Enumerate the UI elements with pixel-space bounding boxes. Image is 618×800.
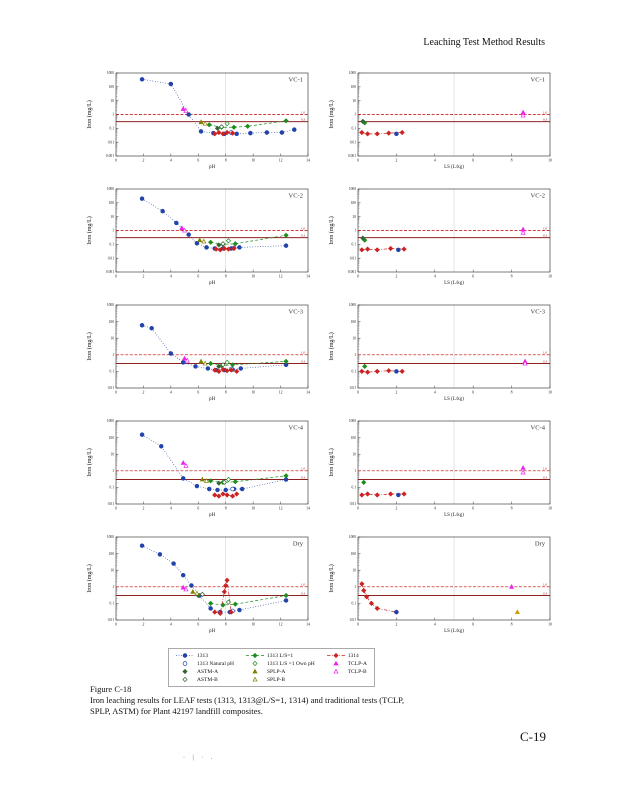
legend-item <box>176 652 234 659</box>
svg-text:1000: 1000 <box>348 303 356 308</box>
chart-vc3-ph <box>84 300 319 412</box>
svg-text:10: 10 <box>110 452 114 457</box>
chart-legend <box>168 648 375 687</box>
svg-text:0: 0 <box>357 274 359 279</box>
svg-text:0.3: 0.3 <box>543 359 547 364</box>
legend-label: TCLP-A <box>347 660 367 667</box>
legend-item <box>176 660 234 667</box>
legend-item <box>246 660 315 667</box>
svg-text:1.0: 1.0 <box>301 110 305 115</box>
svg-text:100: 100 <box>350 85 356 90</box>
svg-text:14: 14 <box>306 390 310 395</box>
svg-text:12: 12 <box>278 274 283 279</box>
legend-swatch-icon <box>246 676 264 683</box>
legend-label: 1313 L/S=1 <box>266 652 294 659</box>
svg-text:0.3: 0.3 <box>543 591 547 596</box>
legend-label: SPLP-A <box>266 668 286 675</box>
chart-vc4-ph <box>84 416 319 528</box>
svg-text:100: 100 <box>350 551 356 556</box>
svg-text:2: 2 <box>142 158 145 163</box>
chart-title: VC-1 <box>288 76 303 84</box>
legend-swatch-icon <box>176 676 194 683</box>
caption-line1: Iron leaching results for LEAF tests (1313, 1313@L/S=1, 1314) and traditional tests (TCLP, <box>90 695 405 706</box>
svg-text:0.001: 0.001 <box>347 154 356 159</box>
svg-text:14: 14 <box>306 506 310 511</box>
svg-text:0.01: 0.01 <box>349 386 356 391</box>
chart-container-vc1-ph <box>84 68 319 180</box>
svg-text:0: 0 <box>115 390 117 395</box>
svg-text:10: 10 <box>110 568 114 573</box>
y-axis-label: Iron (mg/L) <box>87 100 93 129</box>
svg-text:1: 1 <box>112 585 114 589</box>
chart-container-vc1-ls <box>326 68 561 180</box>
svg-text:1.0: 1.0 <box>301 350 305 355</box>
svg-text:0.001: 0.001 <box>105 270 114 275</box>
svg-text:10: 10 <box>352 568 356 573</box>
svg-text:100: 100 <box>108 319 114 324</box>
x-axis-label: pH <box>208 165 216 170</box>
svg-text:8: 8 <box>224 390 227 395</box>
svg-text:6: 6 <box>197 506 200 511</box>
svg-text:0.3: 0.3 <box>301 591 305 596</box>
svg-text:0.01: 0.01 <box>107 618 114 623</box>
legend-label: ASTM-A <box>197 668 219 675</box>
svg-text:4: 4 <box>169 622 172 627</box>
legend-swatch-icon <box>246 668 264 675</box>
svg-text:1: 1 <box>354 112 356 117</box>
caption-line2: SPLP, ASTM) for Plant 42197 landfill composites. <box>90 706 263 717</box>
legend-item <box>327 660 367 667</box>
svg-text:6: 6 <box>472 622 475 627</box>
svg-text:2: 2 <box>395 506 398 511</box>
legend-swatch-icon <box>327 668 345 675</box>
svg-text:0.01: 0.01 <box>349 618 356 623</box>
chart-title: Dry <box>534 540 545 548</box>
svg-text:0.01: 0.01 <box>107 256 114 261</box>
x-axis-label: pH <box>208 397 216 402</box>
svg-text:10: 10 <box>251 390 256 395</box>
svg-text:8: 8 <box>510 506 513 511</box>
svg-text:2: 2 <box>395 622 398 627</box>
svg-text:10: 10 <box>548 274 552 279</box>
svg-text:6: 6 <box>197 158 200 163</box>
svg-text:0.3: 0.3 <box>543 475 547 480</box>
svg-text:0.3: 0.3 <box>301 117 305 122</box>
svg-text:0.001: 0.001 <box>105 154 114 159</box>
legend-swatch-icon <box>327 652 345 659</box>
svg-text:1: 1 <box>112 353 114 357</box>
svg-text:4: 4 <box>433 506 436 511</box>
svg-text:10: 10 <box>352 336 356 341</box>
svg-text:2: 2 <box>142 622 145 627</box>
svg-text:8: 8 <box>510 390 513 395</box>
svg-text:10: 10 <box>110 336 114 341</box>
page-header: Leaching Test Method Results <box>423 37 545 48</box>
svg-text:1.0: 1.0 <box>301 226 305 231</box>
chart-title: VC-3 <box>530 308 545 316</box>
svg-text:8: 8 <box>224 158 227 163</box>
y-axis-label: Iron (mg/L) <box>329 216 335 245</box>
svg-text:0.01: 0.01 <box>349 256 356 261</box>
legend-label: TCLP-B <box>347 668 367 675</box>
svg-text:10: 10 <box>110 214 114 219</box>
legend-item <box>327 652 367 659</box>
svg-text:1.0: 1.0 <box>543 466 547 471</box>
y-axis-label: Iron (mg/L) <box>87 448 93 477</box>
chart-title: Dry <box>292 540 303 548</box>
svg-text:10: 10 <box>251 274 256 279</box>
chart-title: VC-4 <box>288 424 303 432</box>
svg-text:0.01: 0.01 <box>107 140 114 145</box>
svg-text:6: 6 <box>197 274 200 279</box>
chart-container-vc2-ph <box>84 184 319 296</box>
svg-text:100: 100 <box>108 435 114 440</box>
svg-text:0.1: 0.1 <box>351 601 356 606</box>
legend-label: 1314 <box>347 652 359 659</box>
svg-text:1: 1 <box>112 228 114 233</box>
svg-text:4: 4 <box>433 390 436 395</box>
svg-text:10: 10 <box>548 390 552 395</box>
svg-text:4: 4 <box>169 390 172 395</box>
svg-text:10: 10 <box>548 158 552 163</box>
svg-text:0.1: 0.1 <box>109 126 114 131</box>
svg-text:0: 0 <box>357 506 359 511</box>
footer-marks: · | · . <box>183 755 216 761</box>
y-axis-label: Iron (mg/L) <box>87 216 93 245</box>
svg-text:10: 10 <box>548 622 552 627</box>
y-axis-label: Iron (mg/L) <box>329 332 335 361</box>
chart-title: VC-2 <box>288 192 303 200</box>
svg-text:1000: 1000 <box>348 187 356 192</box>
svg-text:100: 100 <box>350 201 356 206</box>
chart-container-vc2-ls <box>326 184 561 296</box>
legend-swatch-icon <box>327 660 345 667</box>
chart-vc2-ls <box>326 184 561 296</box>
x-axis-label: LS (L/kg) <box>444 397 464 402</box>
svg-text:10: 10 <box>251 158 256 163</box>
legend-label: 1313 Natural pH <box>197 660 234 667</box>
svg-text:0.3: 0.3 <box>301 475 305 480</box>
svg-text:1: 1 <box>112 469 114 473</box>
svg-text:2: 2 <box>142 506 145 511</box>
svg-text:1000: 1000 <box>106 71 114 76</box>
svg-text:0: 0 <box>115 506 117 511</box>
svg-text:4: 4 <box>169 274 172 279</box>
svg-text:8: 8 <box>224 506 227 511</box>
svg-text:0: 0 <box>357 158 359 163</box>
svg-text:10: 10 <box>251 506 256 511</box>
svg-text:1.0: 1.0 <box>543 110 547 115</box>
legend-swatch-icon <box>246 652 264 659</box>
legend-item <box>246 668 315 675</box>
svg-text:2: 2 <box>395 158 398 163</box>
svg-text:8: 8 <box>510 274 513 279</box>
chart-title: VC-4 <box>530 424 545 432</box>
chart-container-dry-ls <box>326 532 561 644</box>
svg-text:100: 100 <box>108 85 114 90</box>
legend-column <box>327 652 367 683</box>
svg-text:0.3: 0.3 <box>301 233 305 238</box>
svg-text:0.1: 0.1 <box>109 601 114 606</box>
svg-text:2: 2 <box>395 274 398 279</box>
svg-text:10: 10 <box>548 506 552 511</box>
legend-item <box>176 668 234 675</box>
chart-dry-ph <box>84 532 319 644</box>
svg-text:1.0: 1.0 <box>543 350 547 355</box>
chart-container-vc4-ls <box>326 416 561 528</box>
y-axis-label: Iron (mg/L) <box>329 448 335 477</box>
svg-text:1: 1 <box>354 228 356 233</box>
svg-text:0.1: 0.1 <box>109 242 114 247</box>
svg-text:4: 4 <box>169 158 172 163</box>
chart-container-vc4-ph <box>84 416 319 528</box>
y-axis-label: Iron (mg/L) <box>329 564 335 593</box>
svg-text:4: 4 <box>169 506 172 511</box>
chart-title: VC-3 <box>288 308 303 316</box>
svg-text:4: 4 <box>433 274 436 279</box>
x-axis-label: LS (L/kg) <box>444 281 464 286</box>
svg-text:1.0: 1.0 <box>543 226 547 231</box>
legend-item <box>246 652 315 659</box>
svg-text:1000: 1000 <box>106 187 114 192</box>
svg-text:0: 0 <box>115 274 117 279</box>
svg-text:1: 1 <box>354 469 356 473</box>
figure-label: Figure C-18 <box>90 684 132 694</box>
x-axis-label: pH <box>208 281 216 286</box>
legend-label: 1313 L/S =1 Own pH <box>266 660 315 667</box>
svg-text:1000: 1000 <box>348 71 356 76</box>
legend-item <box>246 676 315 683</box>
svg-text:0.1: 0.1 <box>109 485 114 490</box>
svg-text:12: 12 <box>278 622 283 627</box>
svg-text:1: 1 <box>354 585 356 589</box>
svg-text:8: 8 <box>224 274 227 279</box>
chart-vc3-ls <box>326 300 561 412</box>
y-axis-label: Iron (mg/L) <box>329 100 335 129</box>
svg-text:1000: 1000 <box>106 535 114 540</box>
svg-text:2: 2 <box>142 390 145 395</box>
legend-item <box>327 668 367 675</box>
chart-vc1-ls <box>326 68 561 180</box>
svg-text:0.1: 0.1 <box>351 242 356 247</box>
svg-text:0.1: 0.1 <box>351 126 356 131</box>
svg-text:14: 14 <box>306 158 310 163</box>
svg-text:4: 4 <box>433 158 436 163</box>
svg-text:1.0: 1.0 <box>301 582 305 587</box>
svg-text:2: 2 <box>395 390 398 395</box>
svg-text:1: 1 <box>354 353 356 357</box>
svg-text:6: 6 <box>472 390 475 395</box>
svg-text:0.01: 0.01 <box>107 502 114 507</box>
svg-text:0: 0 <box>115 622 117 627</box>
svg-text:1.0: 1.0 <box>543 582 547 587</box>
chart-title: VC-2 <box>530 192 545 200</box>
chart-container-vc3-ls <box>326 300 561 412</box>
svg-text:0: 0 <box>357 390 359 395</box>
svg-text:1000: 1000 <box>348 535 356 540</box>
svg-text:0.01: 0.01 <box>349 502 356 507</box>
chart-vc4-ls <box>326 416 561 528</box>
svg-text:10: 10 <box>352 452 356 457</box>
legend-item <box>176 676 234 683</box>
figure-caption <box>90 684 500 717</box>
chart-vc2-ph <box>84 184 319 296</box>
svg-text:0.1: 0.1 <box>109 369 114 374</box>
x-axis-label: pH <box>208 629 216 634</box>
legend-column <box>246 652 315 683</box>
svg-text:0.3: 0.3 <box>543 117 547 122</box>
svg-text:10: 10 <box>251 622 256 627</box>
x-axis-label: LS (L/kg) <box>444 513 464 518</box>
x-axis-label: pH <box>208 513 216 518</box>
legend-label: ASTM-B <box>197 676 218 683</box>
svg-text:6: 6 <box>472 506 475 511</box>
svg-text:100: 100 <box>108 551 114 556</box>
legend-label: SPLP-B <box>266 676 286 683</box>
chart-container-dry-ph <box>84 532 319 644</box>
legend-column <box>176 652 234 683</box>
svg-text:10: 10 <box>352 214 356 219</box>
svg-text:0.1: 0.1 <box>351 369 356 374</box>
svg-text:0.01: 0.01 <box>349 140 356 145</box>
svg-text:6: 6 <box>197 622 200 627</box>
svg-text:0: 0 <box>357 622 359 627</box>
svg-text:1000: 1000 <box>106 419 114 424</box>
chart-title: VC-1 <box>530 76 545 84</box>
svg-text:0.3: 0.3 <box>301 359 305 364</box>
y-axis-label: Iron (mg/L) <box>87 564 93 593</box>
y-axis-label: Iron (mg/L) <box>87 332 93 361</box>
svg-text:12: 12 <box>278 158 283 163</box>
svg-text:6: 6 <box>472 274 475 279</box>
svg-text:8: 8 <box>510 158 513 163</box>
svg-text:0.3: 0.3 <box>543 233 547 238</box>
svg-text:8: 8 <box>510 622 513 627</box>
legend-swatch-icon <box>176 652 194 659</box>
svg-text:100: 100 <box>350 435 356 440</box>
svg-text:4: 4 <box>433 622 436 627</box>
svg-text:6: 6 <box>472 158 475 163</box>
x-axis-label: LS (L/kg) <box>444 165 464 170</box>
svg-text:10: 10 <box>110 98 114 103</box>
legend-swatch-icon <box>176 668 194 675</box>
svg-text:100: 100 <box>108 201 114 206</box>
svg-text:14: 14 <box>306 274 310 279</box>
svg-text:2: 2 <box>142 274 145 279</box>
svg-text:100: 100 <box>350 319 356 324</box>
svg-text:1000: 1000 <box>106 303 114 308</box>
svg-text:0.1: 0.1 <box>351 485 356 490</box>
svg-text:14: 14 <box>306 622 310 627</box>
x-axis-label: LS (L/kg) <box>444 629 464 634</box>
chart-container-vc3-ph <box>84 300 319 412</box>
svg-text:1: 1 <box>112 112 114 117</box>
svg-text:12: 12 <box>278 506 283 511</box>
svg-text:1.0: 1.0 <box>301 466 305 471</box>
legend-swatch-icon <box>246 660 264 667</box>
svg-text:10: 10 <box>352 98 356 103</box>
svg-text:6: 6 <box>197 390 200 395</box>
svg-text:0.01: 0.01 <box>107 386 114 391</box>
chart-vc1-ph <box>84 68 319 180</box>
svg-text:0.001: 0.001 <box>347 270 356 275</box>
chart-dry-ls <box>326 532 561 644</box>
page-number: C-19 <box>520 729 546 744</box>
svg-text:8: 8 <box>224 622 227 627</box>
svg-text:0: 0 <box>115 158 117 163</box>
legend-swatch-icon <box>176 660 194 667</box>
legend-label: 1313 <box>197 652 208 659</box>
svg-text:1000: 1000 <box>348 419 356 424</box>
svg-text:12: 12 <box>278 390 283 395</box>
